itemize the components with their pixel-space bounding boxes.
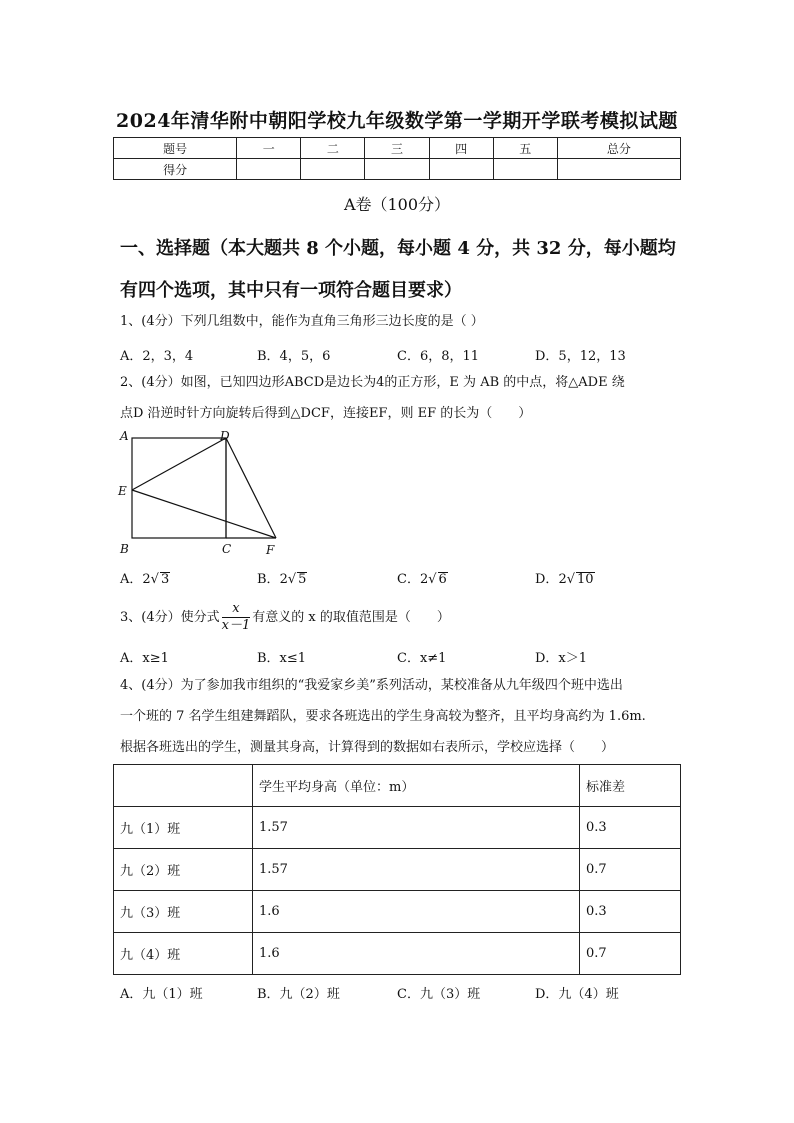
segment-ef	[132, 490, 276, 538]
section1-heading-line1: 一、选择题（本大题共 8 个小题，每小题 4 分，共 32 分，每小题均	[120, 238, 676, 259]
q4-stem-line2: 一个班的 7 名学生组建舞蹈队，要求各班选出的学生身高较为整齐，且平均身高约为 1.6m.	[120, 709, 646, 724]
q1-option-c: C．6，8，11	[397, 349, 480, 364]
q1-option-a: A．2，3，4	[120, 349, 194, 364]
table-row	[114, 891, 681, 933]
q2-stem-line2: 点D 沿逆时针方向旋转后得到△DCF，连接EF，则 EF 的长为（ ）	[120, 406, 532, 421]
heights-table-header	[114, 765, 681, 807]
q1-options	[120, 345, 685, 365]
score-table	[113, 137, 681, 180]
q3-fraction-denominator: x－1	[221, 618, 251, 633]
q3-option-d: D．x＞1	[535, 651, 588, 666]
q3-stem-pre: 3、(4分）使分式	[120, 610, 220, 625]
score-input-cell	[557, 159, 680, 180]
avg-height-cell: 1.57	[253, 849, 580, 891]
q2-options	[120, 568, 685, 588]
q2-option-c: C．2√ 6	[397, 572, 447, 587]
section-a-heading: A卷（100分）	[343, 195, 451, 214]
score-cell: 三	[365, 138, 429, 159]
avg-height-cell: 1.6	[253, 933, 580, 975]
q4-stem-line3: 根据各班选出的学生，测量其身高，计算得到的数据如右表所示，学校应选择（ ）	[120, 740, 615, 755]
q4-option-b: B．九（2）班	[257, 987, 340, 1002]
class-heights-table	[113, 764, 681, 975]
q3-option-c: C．x≠1	[397, 651, 447, 666]
section1-heading	[120, 228, 685, 312]
heights-header-cell: 标准差	[580, 765, 681, 807]
q2-stem-line1: 2、(4分）如图，已知四边形ABCD是边长为4的正方形，E 为 AB 的中点，将△ADE 绕	[120, 375, 625, 390]
score-row-label: 得分	[114, 159, 237, 180]
label-c: C	[222, 542, 232, 556]
q3-option-a: A．x≥1	[120, 651, 169, 666]
score-cell: 二	[301, 138, 365, 159]
std-dev-cell: 0.7	[580, 933, 681, 975]
score-input-cell	[493, 159, 557, 180]
q1-stem: 1、(4分）下列几组数中，能作为直角三角形三边长度的是（ ）	[120, 314, 484, 329]
table-row	[114, 933, 681, 975]
class-name-cell: 九（2）班	[114, 849, 253, 891]
segment-ed	[132, 438, 226, 490]
class-name-cell: 九（3）班	[114, 891, 253, 933]
q4-option-c: C．九（3）班	[397, 987, 481, 1002]
heights-header-cell	[114, 765, 253, 807]
score-cell: 总分	[557, 138, 680, 159]
segment-df	[226, 438, 276, 538]
q3-stem-post: 有意义的 x 的取值范围是（ ）	[252, 610, 450, 625]
square-rotation-figure	[116, 428, 291, 560]
q4-option-d: D．九（4）班	[535, 987, 619, 1002]
score-table-header-row	[114, 138, 681, 159]
q3-options	[120, 647, 685, 667]
std-dev-cell: 0.3	[580, 891, 681, 933]
q4-stem-line1: 4、(4分）为了参加我市组织的“我爱家乡美”系列活动，某校准备从九年级四个班中选出	[120, 678, 623, 693]
section1-heading-line2: 有四个选项，其中只有一项符合题目要求）	[120, 280, 462, 301]
square-abcd	[132, 438, 226, 538]
table-row	[114, 807, 681, 849]
q1-option-d: D．5，12，13	[535, 349, 626, 364]
q3-fraction-numerator: x	[222, 601, 251, 618]
score-input-cell	[429, 159, 493, 180]
score-cell: 一	[237, 138, 301, 159]
q2-option-d: D．2√ 10	[535, 572, 594, 587]
q3-stem	[120, 600, 685, 636]
q4-options	[120, 983, 685, 1003]
label-b: B	[120, 542, 129, 556]
label-e: E	[118, 484, 127, 498]
class-name-cell: 九（4）班	[114, 933, 253, 975]
score-input-cell	[237, 159, 301, 180]
table-row	[114, 849, 681, 891]
q2-option-a: A．2√ 3	[120, 572, 170, 587]
q2-option-b: B．2√ 5	[257, 572, 307, 587]
q1-option-b: B．4，5，6	[257, 349, 331, 364]
score-input-cell	[365, 159, 429, 180]
avg-height-cell: 1.57	[253, 807, 580, 849]
score-cell: 题号	[114, 138, 237, 159]
exam-title: 2024年清华附中朝阳学校九年级数学第一学期开学联考模拟试题	[116, 110, 678, 132]
heights-header-cell: 学生平均身高（单位：m）	[253, 765, 580, 807]
std-dev-cell: 0.3	[580, 807, 681, 849]
q4-option-a: A．九（1）班	[120, 987, 203, 1002]
score-cell: 四	[429, 138, 493, 159]
avg-height-cell: 1.6	[253, 891, 580, 933]
label-f: F	[266, 543, 275, 557]
std-dev-cell: 0.7	[580, 849, 681, 891]
score-table-score-row	[114, 159, 681, 180]
q3-option-b: B．x≤1	[257, 651, 307, 666]
score-cell: 五	[493, 138, 557, 159]
q3-fraction	[222, 601, 251, 634]
class-name-cell: 九（1）班	[114, 807, 253, 849]
score-input-cell	[301, 159, 365, 180]
label-a: A	[120, 429, 129, 443]
label-d: D	[220, 429, 230, 443]
